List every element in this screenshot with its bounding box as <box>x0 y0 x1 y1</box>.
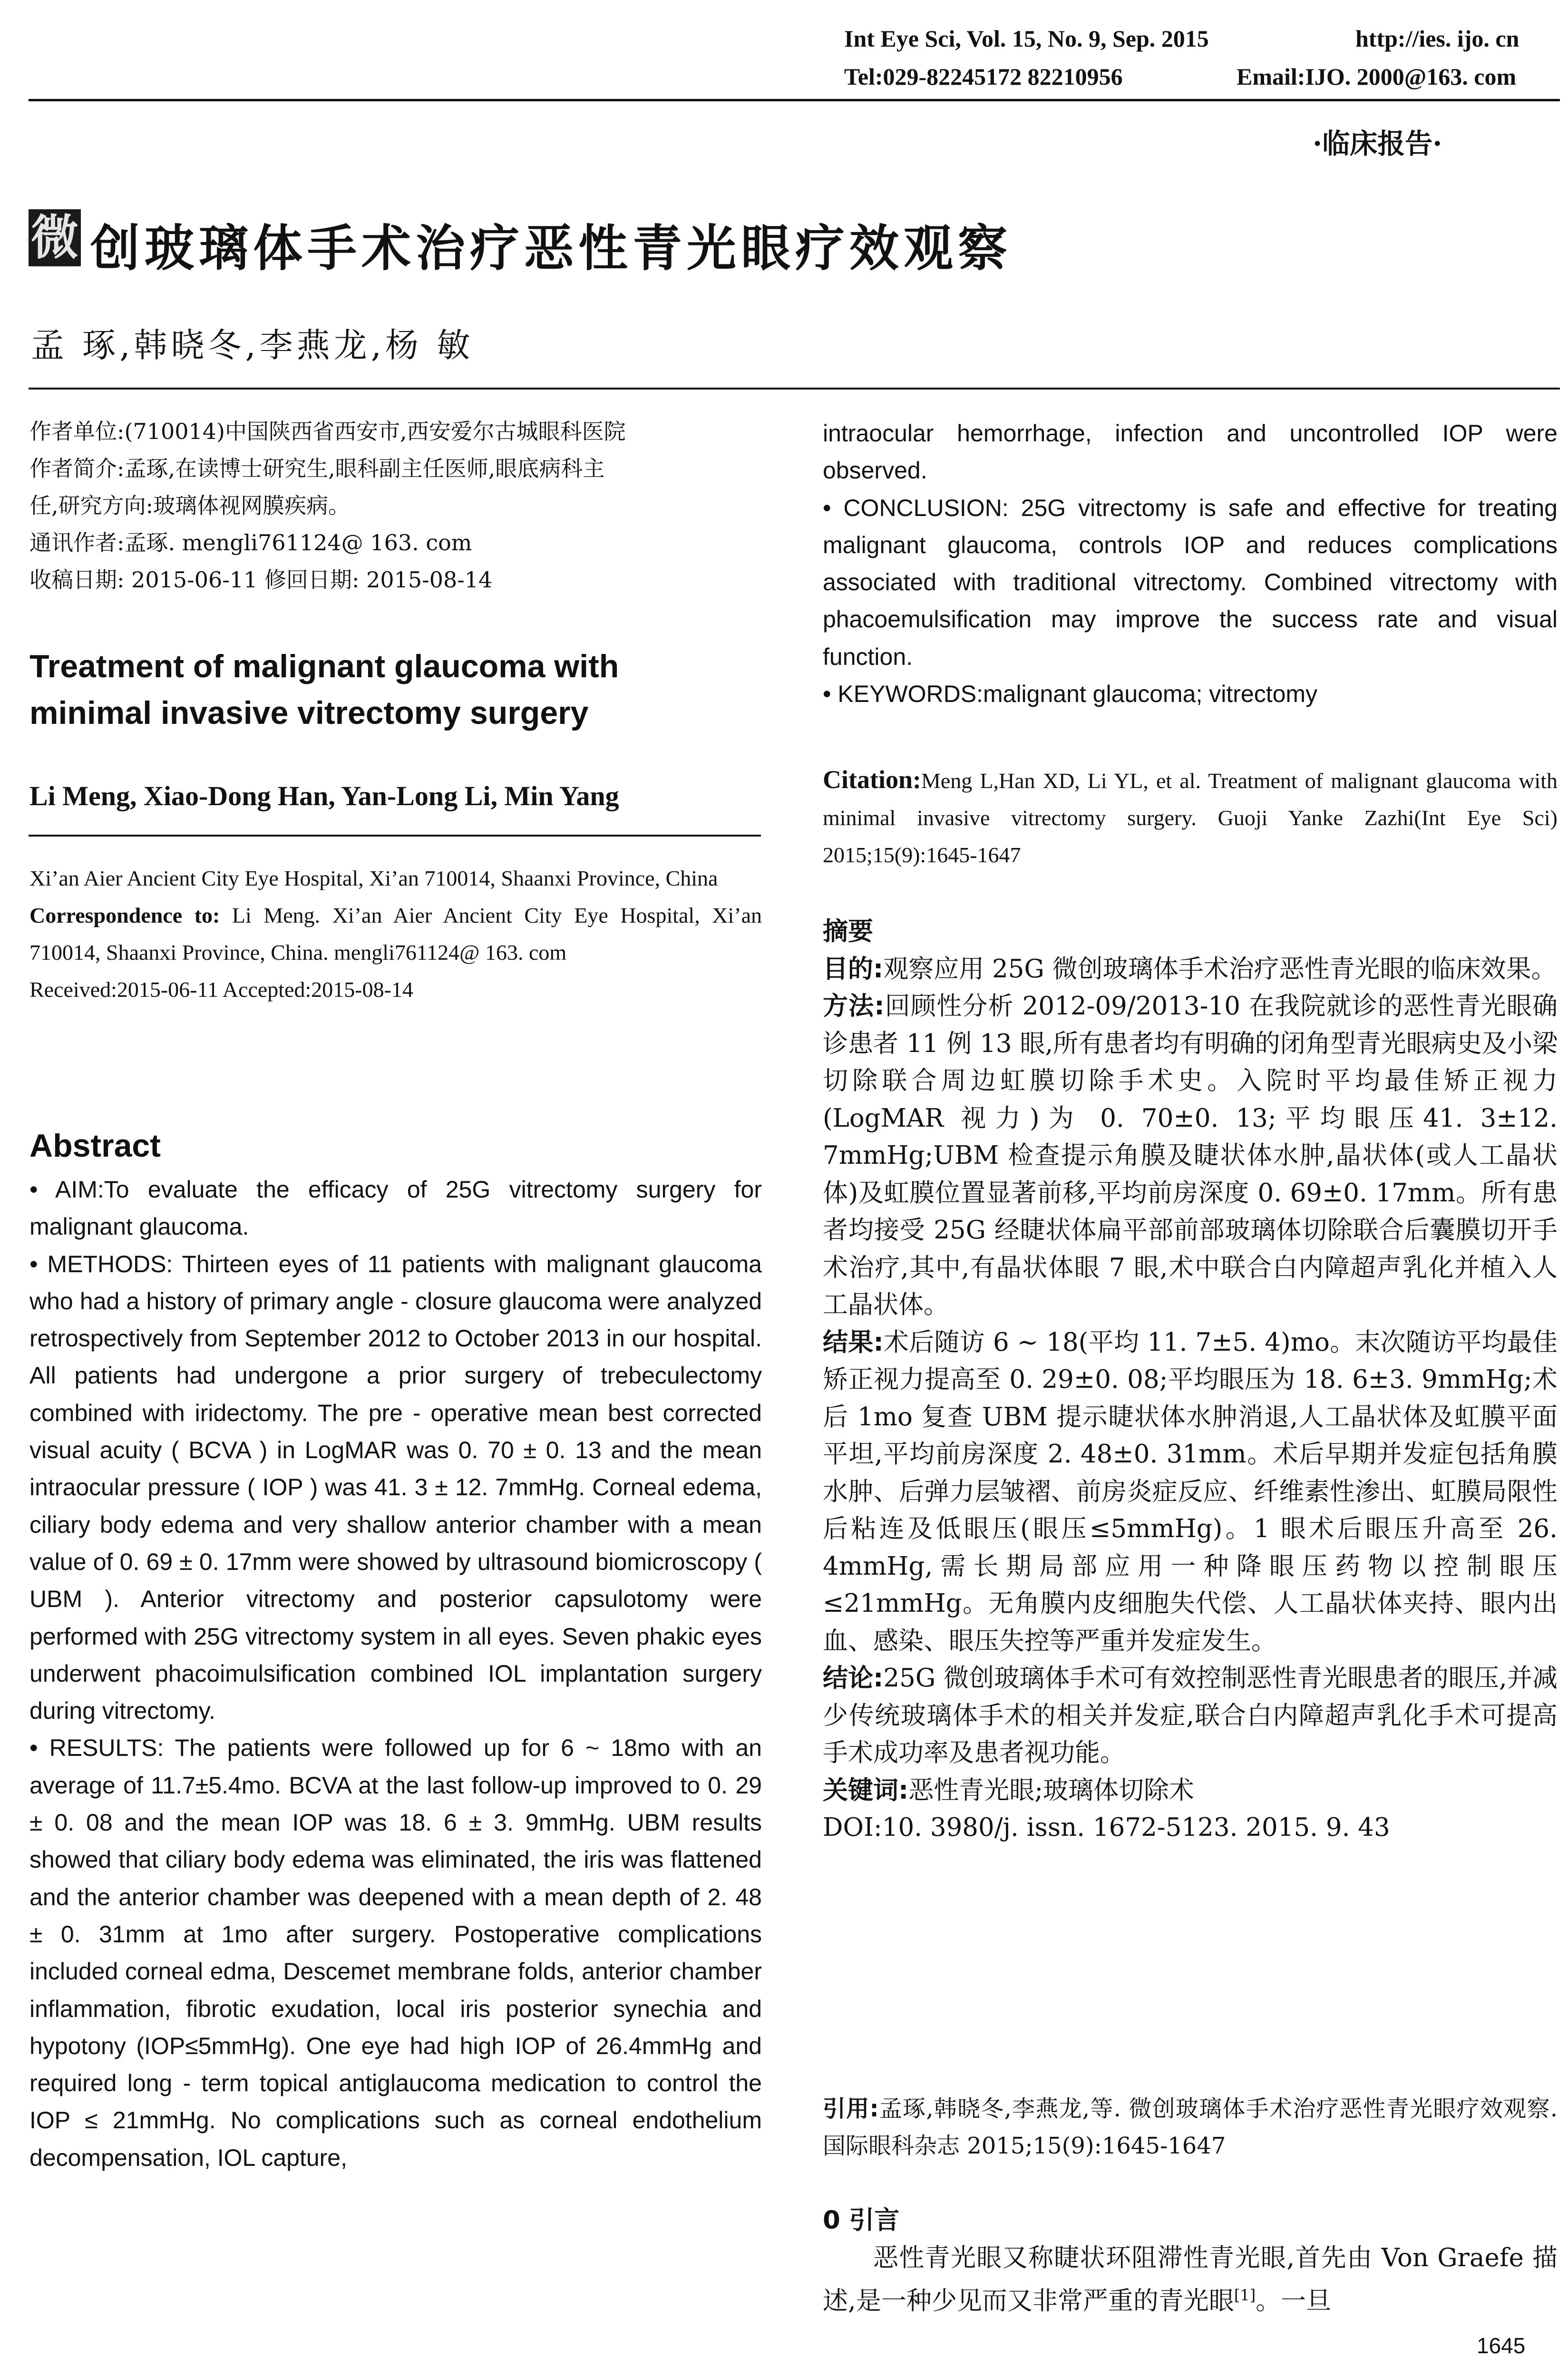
author-info-cn: 作者单位:(710014)中国陕西省西安市,西安爱尔古城眼科医院 作者简介:孟琢,在读博士研究生,眼科副主任医师,眼底病科主 任,研究方向:玻璃体视网膜疾病。 通讯作者:孟琢. mengli761124@ 163. com 收稿日期: 2015-06-11 修回日期: 2015-08-14 <box>29 419 626 593</box>
introduction: 0 引言 恶性青光眼又称睫状环阻滞性青光眼,首先由 Von Graefe 描述,是一种少见而又非常严重的青光眼[1]。一旦 <box>823 2206 1558 2316</box>
section-label: ·临床报告· <box>1313 127 1442 160</box>
english-title: Treatment of malignant glaucoma with minimal invasive vitrectomy surgery <box>29 648 619 731</box>
title-rule <box>29 388 1560 390</box>
authors-cn: 孟 琢,韩晓冬,李燕龙,杨 敏 <box>31 326 474 365</box>
abstract-cn: 摘要 目的:观察应用 25G 微创玻璃体手术治疗恶性青光眼的临床效果。 方法:回顾性分析 2012-09/2013-10 在我院就诊的恶性青光眼确诊患者 11 例 13 眼,所有患者均有明确的闭角型青光眼病史及小梁切除联合周边虹膜切除手术史。入院时平均最佳矫正视力(LogMAR 视力)为 0. 70±0. 13;平均眼压41. 3±12. 7mmHg;UBM 检查提示角膜及睫状体水肿,晶状体(或人工晶状体)及虹膜位置显著前移,平均前房深度 0. 69±0. 17mm。所有患者均接受 25G 经睫状体扁平部前部玻璃体切除联合后囊膜切开手术治疗,其中,有晶状体眼 7 眼,术中联合白内障超声乳化并植入人工晶状体。 结果:术后随访 6 ~ 18(平均 11. 7±5. 4)mo。末次随访平均最佳矫正视力提高至 0. 29±0. 08;平均眼压为 18. 6±3. 9mmHg;术后 1mo 复查 UBM 提示睫状体水肿消退,人工晶状体及虹膜平面平坦,平均前房深度 2. 48±0. 31mm。术后早期并发症包括角膜水肿、后弹力层皱褶、前房炎症反应、纤维素性渗出、虹膜局限性后粘连及低眼压(眼压≤5mmHg)。1 眼术后眼压升高至 26. 4mmHg,需长期局部应用一种降眼压药物以控制眼压≤21mmHg。无角膜内皮细胞失代偿、人工晶状体夹持、眼内出血、感染、眼压失控等严重并发症发生。 结论:25G 微创玻璃体手术可有效控制恶性青光眼患者的眼压,并减少传统玻璃体手术的相关并发症,联合白内障超声乳化手术可提高手术成功率及患者视功能。 关键词:恶性青光眼;玻璃体切除术 DOI:10. 3980/j. issn. 1672-5123. 2015. 9. 43 <box>823 913 1558 1847</box>
abstract-body-en <box>29 1171 762 2176</box>
affiliation-en: Xi’an Aier Ancient City Eye Hospital, Xi’an 710014, Shaanxi Province, China Correspondence to: Li Meng. Xi’an Aier Ancient City Eye Hospital, Xi’an 710014, Shaanxi Province, China. mengli761124@ 163. com Received:2015-06-11 Accepted:2015-08-14 <box>29 866 762 1002</box>
abstract-results: • RESULTS: The patients were followed up for 6 ~ 18mo with an average of 11.7±5.4mo. BCVA at the last follow-up improved to 0. 29 ± 0. 08 and the mean IOP was 18. 6 ± 3. 9mmHg. UBM results showed that ciliary body edema was eliminated, the iris was flattened and the anterior chamber was deepened with a mean depth of 2. 48 ± 0. 31mm at 1mo after surgery. Postoperative complications included corneal edma, Descemet membrane folds, anterior chamber inflammation, fibrotic exudation, local iris posterior synechia and hypotony (IOP≤5mmHg). One eye had high IOP of 26.4mmHg and required long - term topical antiglaucoma medication to control the IOP ≤ 21mmHg. No complications such as corneal endothelium decompensation, IOL capture, <box>29 1734 762 2171</box>
journal-url[interactable]: http://ies. ijo. cn <box>1355 25 1519 52</box>
abstract-aim: • AIM:To evaluate the efficacy of 25G vitrectomy surgery for malignant glaucoma. <box>29 1176 762 1240</box>
authors-rule <box>29 835 761 837</box>
header-rule <box>29 99 1560 101</box>
cn-abstract-heading: 摘要 <box>823 917 873 946</box>
journal-tel: Tel:029-82245172 82210956 <box>844 63 1123 90</box>
title-first-char-box: 微 <box>29 209 81 266</box>
abstract-conclusion: • CONCLUSION: 25G vitrectomy is safe and effective for treating malignant glaucoma, controls IOP and reduces complications associated with traditional vitrectomy. Combined vitrectomy with phacoemulsification may improve the success rate and visual function. <box>823 494 1558 670</box>
english-authors: Li Meng, Xiao-Dong Han, Yan-Long Li, Min Yang <box>29 780 619 811</box>
page-number: 1645 <box>1477 2333 1526 2358</box>
abstract-heading: Abstract <box>29 1128 161 1164</box>
doi[interactable]: DOI:10. 3980/j. issn. 1672-5123. 2015. 9. 43 <box>823 1813 1390 1842</box>
intro-heading: 0 引言 <box>823 2206 900 2235</box>
abstract-methods: • METHODS: Thirteen eyes of 11 patients with malignant glaucoma who had a history of primary angle - closure glaucoma were analyzed retrospectively from September 2012 to October 2013 in our hospital. All patients had undergone a prior surgery of trebeculectomy combined with iridectomy. The pre - operative mean best corrected visual acuity ( BCVA ) in LogMAR was 0. 70 ± 0. 13 and the mean intraocular pressure ( IOP ) was 41. 3 ± 12. 7mmHg. Corneal edema, ciliary body edema and very shallow anterior chamber with a mean value of 0. 69 ± 0. 17mm were showed by ultrasound biomicroscopy ( UBM ). Anterior vitrectomy and posterior capsulotomy were performed with 25G vitrectomy system in all eyes. Seven phakic eyes underwent phacoimulsification combined IOL implantation surgery during vitrectomy. <box>29 1250 762 1724</box>
citation-en: Citation:Meng L,Han XD, Li YL, et al. Treatment of malignant glaucoma with minimal invasive vitrectomy surgery. Guoji Yanke Zazhi(Int Eye Sci) 2015;15(9):1645-1647 <box>823 765 1558 867</box>
paper-title: 创玻璃体手术治疗恶性青光眼疗效观察 <box>90 219 1013 277</box>
abstract-results-cont: intraocular hemorrhage, infection and uncontrolled IOP were observed. <box>823 420 1558 484</box>
abstract-body-en-cont <box>823 415 1558 712</box>
journal-info: Int Eye Sci, Vol. 15, No. 9, Sep. 2015 <box>844 25 1209 52</box>
abstract-keywords: • KEYWORDS:malignant glaucoma; vitrectomy <box>823 681 1318 708</box>
citation-cn: 引用:孟琢,韩晓冬,李燕龙,等. 微创玻璃体手术治疗恶性青光眼疗效观察. 国际眼科杂志 2015;15(9):1645-1647 <box>823 2095 1558 2159</box>
journal-email[interactable]: Email:IJO. 2000@163. com <box>1237 63 1517 90</box>
